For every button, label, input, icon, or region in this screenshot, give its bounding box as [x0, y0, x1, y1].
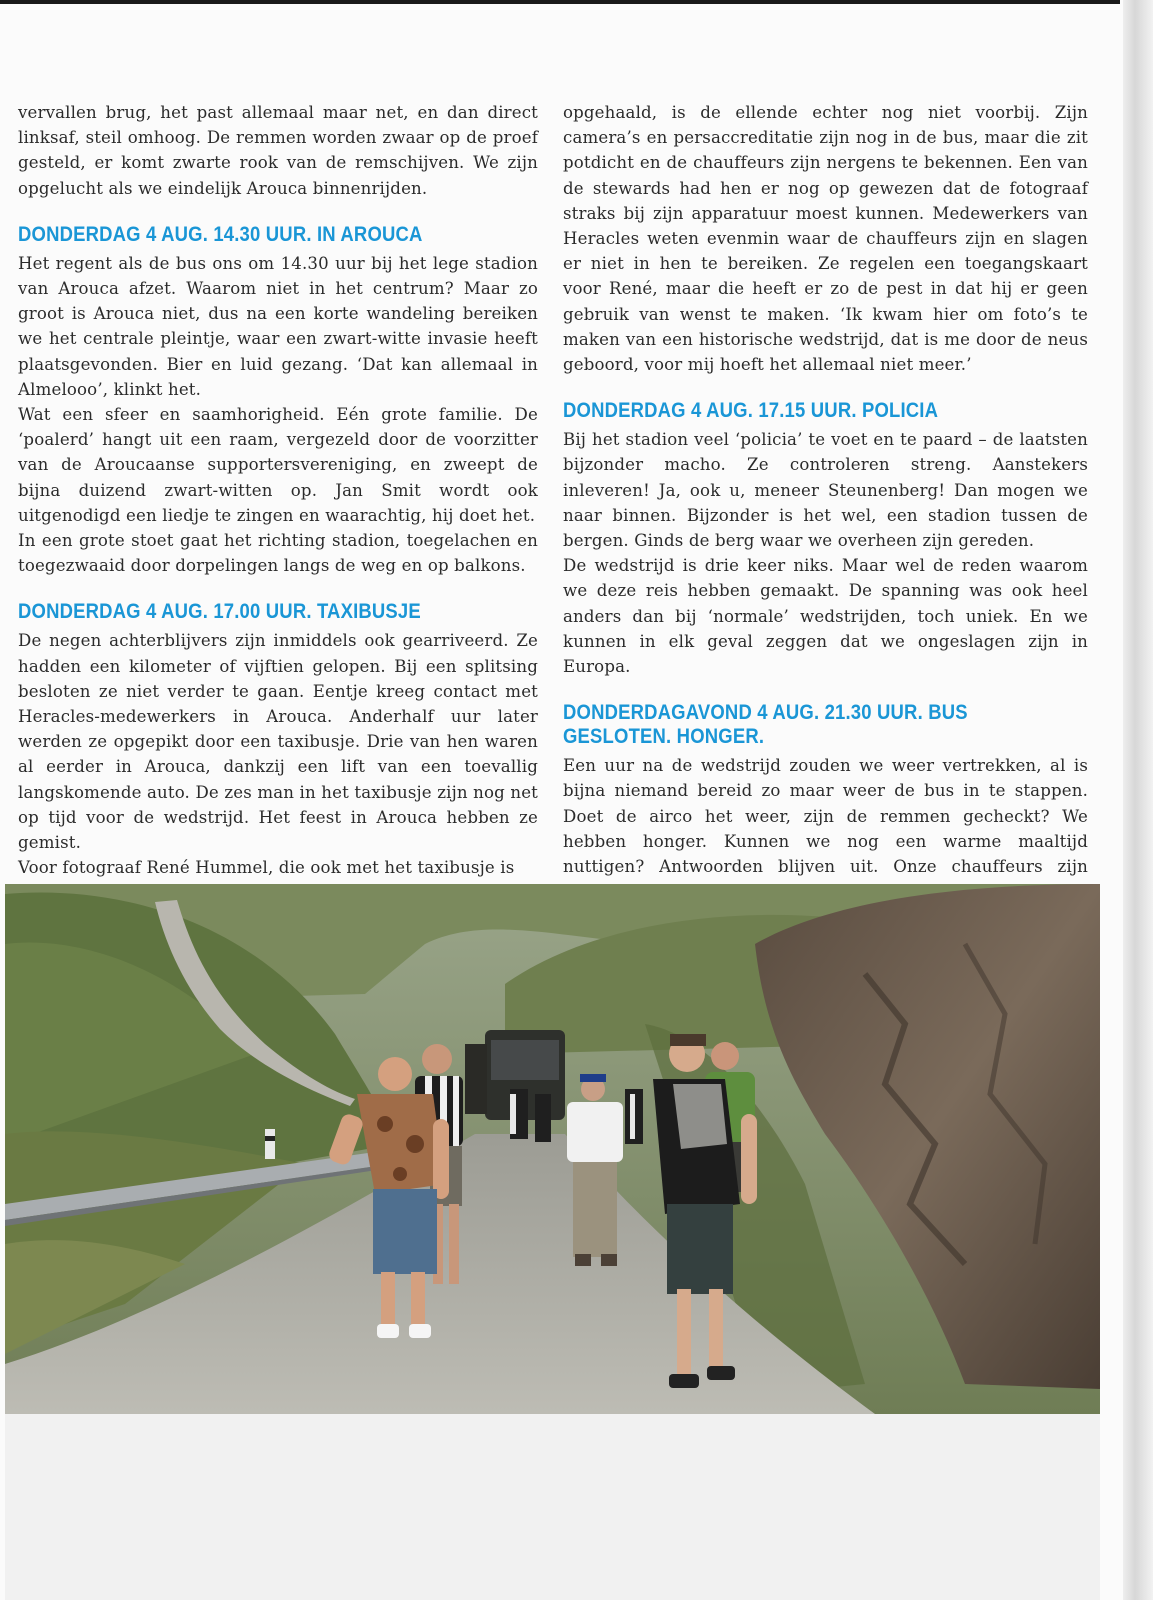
policia-paragraph-2: De wedstrijd is drie keer niks. Maar wel de reden waarom we deze reis hebben gemaakt. De spanning was ook heel anders dan bij ‘normale’ wedstrijden, toch uniek. En we kunnen in elk geval zeggen dat we ongeslagen zijn in Europa.: [563, 556, 1088, 677]
page-bottom-margin: [5, 1414, 1100, 1600]
heading-policia: DONDERDAG 4 AUG. 17.15 UUR. POLICIA: [563, 399, 939, 423]
heading-bus-gesloten: DONDERDAGAVOND 4 AUG. 21.30 UUR. BUS GESLOTEN. HONGER.: [563, 701, 968, 749]
arouca-paragraph-3: In een grote stoet gaat het richting stadion, toegelachen en toegezwaaid door dorpelingen langs de weg en op balkons.: [18, 531, 538, 576]
bus-gesloten-paragraph-1: Een uur na de wedstrijd zouden we weer vertrekken, al is bijna niemand bereid zo maar weer de bus in te stappen. Doet de airco het weer, zijn de remmen gecheckt? We hebben honger. Kunnen we nog een warme maaltijd nuttigen? Antwoorden blijven uit. Onze chauffeurs zijn: [563, 756, 1088, 877]
top-border: [0, 0, 1120, 4]
right-column: [563, 100, 1088, 904]
left-intro-paragraph: vervallen brug, het past allemaal maar net, en dan direct linksaf, steil omhoog. De remmen worden zwaar op de proef gesteld, er komt zwarte rook van de remschijven. We zijn opgelucht als we eindelijk Arouca binnenrijden.: [18, 103, 538, 198]
right-intro-paragraph: opgehaald, is de ellende echter nog niet voorbij. Zijn camera’s en persaccreditatie zijn nog in de bus, maar die zit potdicht en de chauffeurs zijn nergens te bekennen. Een van de stewards had hen er nog op gewezen dat de fotograaf straks bij zijn apparatuur moest kunnen. Medewerkers van Heracles weten evenmin waar de chauffeurs zijn en slagen er niet in hen te bereiken. Ze regelen een toegangskaart voor René, maar die heeft er zo de pest in dat hij er geen gebruik van wenst te maken. ‘Ik kwam hier om foto’s te maken van een historische wedstrijd, dat is me door de neus geboord, voor mij hoeft het allemaal niet meer.’: [563, 103, 1088, 375]
page-edge-shadow: [1123, 0, 1153, 1600]
photo-illustration: [5, 884, 1100, 1414]
heading-taxibusje: DONDERDAG 4 AUG. 17.00 UUR. TAXIBUSJE: [18, 600, 421, 624]
taxibusje-paragraph-1: De negen achterblijvers zijn inmiddels ook gearriveerd. Ze hadden een kilometer of vijftien gelopen. Bij een splitsing besloten ze niet verder te gaan. Eentje kreeg contact met Heracles-medewerkers in Arouca. Anderhalf uur later werden ze opgepikt door een taxibusje. Drie van hen waren al eerder in Arouca, dankzij een lift van een toevallig langskomende auto. De zes man in het taxibusje zijn nog net op tijd voor de wedstrijd. Het feest in Arouca hebben ze gemist.: [18, 631, 538, 853]
arouca-paragraph-2: Wat een sfeer en saamhorigheid. Eén grote familie. De ‘poalerd’ hangt uit een raam, vergezeld door de voorzitter van de Aroucaanse supportersvereniging, en zweept de bijna duizend zwart-witten op. Jan Smit wordt ook uitgenodigd een liedje te zingen en waarachtig, hij doet het.: [18, 405, 538, 525]
arouca-paragraph-1: Het regent als de bus ons om 14.30 uur bij het lege stadion van Arouca afzet. Waarom niet in het centrum? Maar zo groot is Arouca niet, dus na een korte wandeling bereiken we het centrale pleintje, waar een zwart-witte invasie heeft plaatsgevonden. Bier en luid gezang. ‘Dat kan allemaal in Almelooo’, klinkt het.: [18, 253, 538, 399]
mountain-road-photo: [5, 884, 1100, 1414]
policia-paragraph-1: Bij het stadion veel ‘policia’ te voet en te paard – de laatsten bijzonder macho. Ze controleren streng. Aanstekers inleveren! Ja, ook u, meneer Steunenberg! Dan mogen we naar binnen. Bijzonder is het wel, een stadion tussen de bergen. Ginds de berg waar we overheen zijn gereden.: [563, 430, 1088, 551]
taxibusje-paragraph-2: Voor fotograaf René Hummel, die ook met het taxibusje is: [18, 858, 515, 878]
heading-in-arouca: DONDERDAG 4 AUG. 14.30 UUR. IN AROUCA: [18, 222, 423, 246]
left-column: [18, 100, 538, 880]
